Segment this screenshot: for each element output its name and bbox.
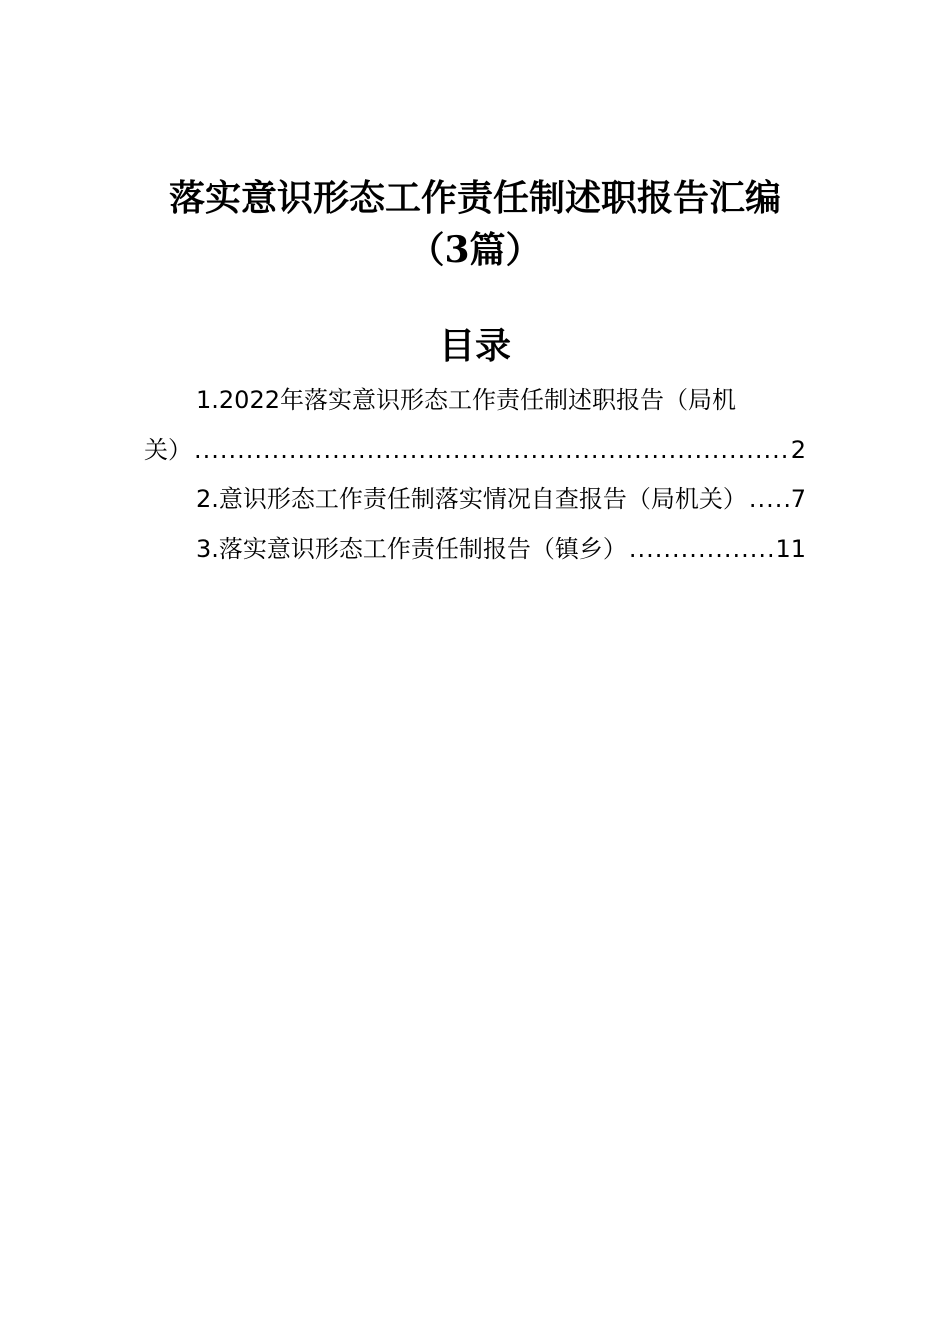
document-title: 落实意识形态工作责任制述职报告汇编 [168, 177, 781, 219]
toc-entry-1-line-1[interactable]: 1.2022年落实意识形态工作责任制述职报告（局机 [196, 386, 736, 414]
toc-entry-2-page: 7 [790, 485, 806, 513]
document-subtitle: （3篇） [408, 229, 542, 271]
toc-entry-3[interactable] [196, 531, 806, 567]
toc-entry-1-text-continued: 关） [144, 436, 192, 464]
toc-entry-2[interactable] [196, 481, 806, 517]
toc-entry-1-line-2[interactable] [144, 432, 806, 468]
toc-leader-dots [194, 432, 789, 468]
toc-entry-3-text: 3.落实意识形态工作责任制报告（镇乡） [196, 535, 627, 563]
toc-leader-dots [629, 531, 774, 567]
toc-entry-3-page: 11 [775, 535, 806, 563]
toc-entry-2-text: 2.意识形态工作责任制落实情况自查报告（局机关） [196, 485, 747, 513]
toc-leader-dots [749, 481, 789, 517]
toc-heading: 目录 [438, 325, 511, 367]
toc-entry-1-page: 2 [790, 436, 806, 464]
